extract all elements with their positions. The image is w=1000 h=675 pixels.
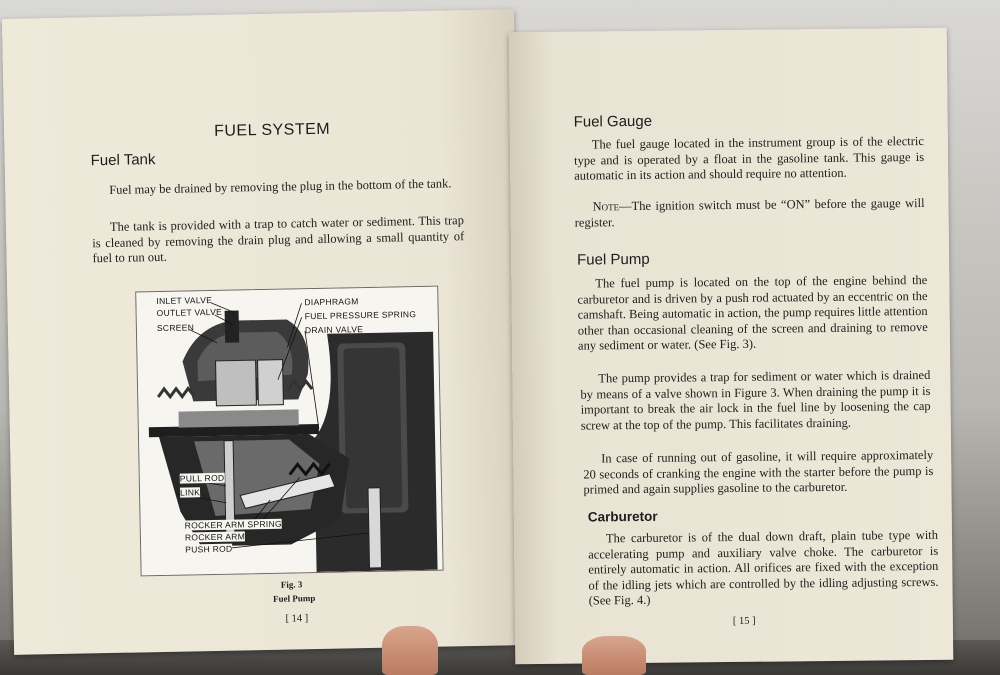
note-label: Note (592, 199, 620, 214)
fuel-gauge-paragraph: The fuel gauge located in the instrument group is of the electric type and is operated by a float in the gasoline tank. This gauge is automatic in its action and should require no attention. (573, 133, 925, 183)
fuel-pump-figure (135, 286, 443, 577)
callout-drain-valve: DRAIN VALVE (304, 324, 364, 336)
fuel-tank-paragraph-1: Fuel may be drained by removing the plug in the bottom of the tank. (109, 176, 452, 197)
callout-rocker-arm: ROCKER ARM (184, 531, 246, 543)
left-page (2, 9, 526, 655)
figure-caption: Fuel Pump (273, 593, 316, 604)
right-page (509, 28, 954, 665)
page-number-left: [ 14 ] (285, 613, 309, 625)
callout-rocker-arm-spring: ROCKER ARM SPRING (184, 518, 282, 531)
callout-screen: SCREEN (156, 322, 195, 334)
page-number-right: [ 15 ] (732, 615, 756, 627)
callout-outlet-valve: OUTLET VALVE (156, 306, 223, 319)
callout-push-rod: PUSH ROD (185, 543, 233, 555)
fuel-tank-paragraph-2: The tank is provided with a trap to catch water or sediment. This trap is cleaned by removing the drain plug and allowing a small quantity of fuel to run out. (92, 213, 465, 266)
callout-fuel-pressure-spring: FUEL PRESSURE SPRING (304, 309, 417, 322)
fuel-gauge-note (574, 196, 924, 231)
note-text: —The ignition switch must be “ON” before the gauge will register. (574, 195, 925, 230)
carburetor-heading: Carburetor (587, 508, 658, 525)
callout-pull-rod: PULL ROD (179, 472, 225, 484)
fuel-pump-paragraph-2: The pump provides a trap for sediment or water which is drained by means of a valve shown in Figure 3. When draining the pump it is important to break the air lock in the fuel line by loosening the cap screw at the top of the pump. This facilitates draining. (580, 367, 931, 433)
left-thumb (382, 626, 438, 675)
fuel-pump-paragraph-1: The fuel pump is located on the top of the engine behind the carburetor and is driven by a push rod actuated by an eccentric on the camshaft. Being automatic in action, the pump requires little attention other than occasional cleaning of the screen and draining to remove any sediment or water. (See Fig. 3). (577, 272, 928, 353)
fuel-pump-paragraph-3: In case of running out of gasoline, it will require approximately 20 seconds of cranking the engine with the starter before the pump is primed and again supplies gasoline to the carburetor. (583, 447, 934, 497)
callout-link: LINK (179, 487, 201, 498)
fuel-pump-heading: Fuel Pump (577, 250, 650, 269)
fuel-gauge-heading: Fuel Gauge (573, 112, 653, 131)
page-title: FUEL SYSTEM (213, 120, 331, 140)
callout-inlet-valve: INLET VALVE (156, 294, 213, 307)
callout-diaphragm: DIAPHRAGM (304, 296, 359, 308)
carburetor-paragraph: The carburetor is of the dual down draft, plain tube type with accelerating pump and auxiliary valve choke. The carburetor is entirely automatic in action. All orifices are fixed with the exception of the idling jets which are controlled by the idling adjusting screws. (See Fig. 4.) (588, 527, 939, 608)
figure-number: Fig. 3 (280, 579, 303, 590)
fuel-tank-heading: Fuel Tank (90, 151, 156, 170)
right-thumb (582, 636, 646, 675)
